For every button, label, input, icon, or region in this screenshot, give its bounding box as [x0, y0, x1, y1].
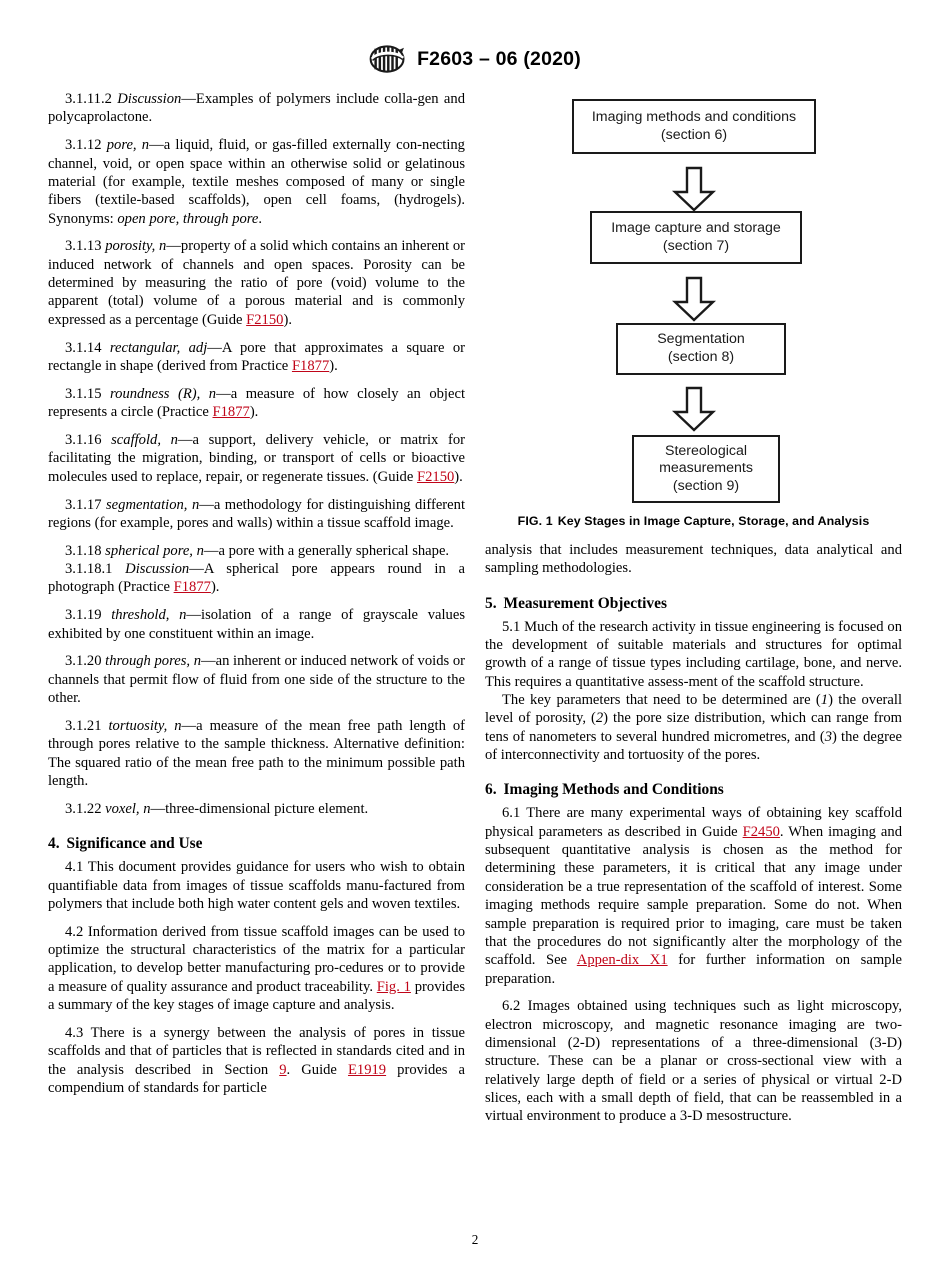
defined-term: porosity, n	[105, 238, 167, 255]
down-block-arrow-icon	[671, 276, 717, 322]
para-number: 6.2	[502, 998, 521, 1015]
para-body-tail: ).	[454, 468, 463, 485]
defined-term: scaffold, n	[111, 432, 178, 448]
paragraph-3-1-20	[48, 652, 465, 707]
defined-term: voxel, n	[105, 800, 151, 817]
flow-box-line1: Segmentation	[657, 331, 745, 348]
para-number: 3.1.14	[65, 339, 102, 356]
para-body-tail: ) the degree of interconnectivity and tortuosity of the pores.	[485, 728, 902, 764]
paragraph-3-1-16	[48, 431, 465, 486]
reference-link-f1877[interactable]: F1877	[173, 579, 211, 596]
flow-box-image-capture	[590, 211, 802, 264]
para-body: —three-dimensional picture element.	[150, 800, 369, 817]
para-body: —a measure of how closely an object represents a circle (Practice	[48, 385, 465, 421]
paragraph-6-1	[485, 804, 902, 987]
para-number: 4.3	[65, 1024, 84, 1041]
para-number: 3.1.16	[65, 432, 102, 448]
para-number: 5.1	[502, 618, 521, 635]
flow-box-line3: (section 9)	[672, 477, 740, 494]
para-body-mid: . When imaging and subsequent quantitative analysis is chosen as the method for determining these parameters, it is critical that any image under consideration be a true representation of the scaffold of interest. Some imaging methods require sample preparation. Some do not. When sample preparation is required prior to imaging, care must be taken that the procedures do not significantly alter the morphology of the scaffold. See	[485, 823, 902, 969]
page-header	[0, 44, 950, 74]
para-number: 3.1.22	[65, 800, 102, 817]
reference-link-f1877[interactable]: F1877	[212, 404, 250, 421]
para-number: 4.2	[65, 923, 84, 940]
flow-box-line1: Imaging methods and conditions	[591, 108, 797, 125]
paragraph-3-1-19	[48, 606, 465, 643]
figure-number: FIG. 1	[517, 514, 553, 528]
defined-term: tortuosity, n	[108, 717, 182, 734]
para-body-tail: .	[258, 210, 263, 227]
section-number: 6.	[485, 781, 497, 799]
para-body: ) the overall level of porosity, (	[485, 692, 902, 727]
para-body-tail: for further information on sample preparation.	[485, 952, 903, 987]
down-block-arrow-1	[671, 166, 717, 212]
paragraph-3-1-17	[48, 496, 465, 533]
paragraph-4-2	[48, 923, 465, 1015]
section-title: Significance and Use	[66, 835, 203, 853]
paragraph-3-1-14	[48, 339, 465, 376]
figure-caption	[485, 514, 902, 528]
para-body: —A pore that approximates a square or rectangle in shape (derived from Practice	[48, 339, 465, 374]
defined-term: roundness (R), n	[110, 385, 217, 402]
section-title: Measurement Objectives	[503, 594, 667, 612]
reference-link-appendix-x1[interactable]: Appen-dix X1	[576, 952, 668, 969]
defined-term: spherical pore, n	[105, 542, 204, 559]
para-body-tail: provides a summary of the key stages of image capture and analysis.	[48, 978, 465, 1014]
right-column	[485, 90, 902, 1126]
reference-link-e1919[interactable]: E1919	[347, 1061, 387, 1078]
reference-link-f1877[interactable]: F1877	[291, 357, 330, 374]
paragraph-4-1	[48, 858, 465, 913]
para-body: —a methodology for distinguishing different regions (for example, pores and walls) within a tissue scaffold image.	[48, 496, 465, 531]
paragraph-3-1-18	[48, 542, 465, 560]
paragraph-3-1-15	[48, 385, 465, 422]
para-body: —a liquid, fluid, or gas-filled externally con-necting channel, void, or open space within an otherwise solid or gelatinous material (for example, textile meshes composed of many or single fibers (textile-based scaffolds), open cell foams, (hydrogels). Synonyms:	[48, 137, 465, 227]
flow-box-stereological-measurements	[632, 435, 780, 503]
list-marker-3: 3	[824, 728, 832, 745]
para-body-tail: ).	[249, 404, 259, 421]
left-column	[48, 90, 465, 1097]
paragraph-5-1	[485, 618, 902, 691]
section-number: 4.	[48, 835, 60, 853]
para-number: 3.1.15	[65, 385, 102, 402]
para-body: Much of the research activity in tissue engineering is focused on the development of suitable materials and structures for optimal growth of a range of tissue types including cartilage, bone, and nerve. This requires a quantitative assess-ment of the scaffold structure.	[485, 618, 902, 690]
defined-term: pore, n	[106, 137, 150, 154]
para-body: —a support, delivery vehicle, or matrix for facilitating the migration, binding, or transport of cells or bioactive molecules used to replace, repair, or regenerate tissues. (Guide	[48, 432, 465, 485]
para-body: —isolation of a range of grayscale values exhibited by one constituent within an image.	[48, 607, 465, 642]
defined-term: segmentation, n	[105, 496, 200, 513]
para-body: Images obtained using techniques such as light microscopy, electron microscopy, and magnetic resonance imaging are two-dimensional (2-D) representations of a three-dimensional (3-D) structure. These can be a planar or cross-sectional view with a relatively large depth of field or a series of physical or virtual 2-D slices, each with a small depth of field, that can be reassembled in a virtual environment to produce a 3-D mesostructure.	[485, 998, 902, 1125]
defined-term: Discussion	[125, 561, 190, 578]
standard-designation: F2603 – 06 (2020)	[417, 47, 581, 70]
flow-box-line2: (section 6)	[660, 126, 728, 143]
paragraph-3-1-12	[48, 136, 465, 228]
para-body: —Examples of polymers include colla-gen and polycaprolactone.	[48, 91, 465, 126]
para-body-tail: ).	[283, 311, 292, 328]
para-body: —an inherent or induced network of voids or channels that permit flow of fluid from one side of the structure to the other.	[48, 653, 465, 707]
para-number: 3.1.12	[65, 137, 102, 154]
paragraph-3-1-22	[48, 800, 465, 818]
figure-1	[485, 90, 902, 528]
reference-link-f2150[interactable]: F2150	[246, 311, 284, 328]
defined-term: rectangular, adj	[109, 339, 208, 356]
para-body: Information derived from tissue scaffold images can be used to optimize the structural characteristics of the matrix for a particular application, to develop better manufacturing pro-cedures or to provide a measure of quality assurance and product traceability.	[48, 923, 465, 995]
para-body-tail: ).	[210, 579, 220, 596]
paragraph-6-2	[485, 997, 902, 1125]
list-marker-2: 2	[595, 710, 604, 727]
flow-box-segmentation	[616, 323, 786, 375]
paragraph-key-parameters	[485, 691, 902, 764]
down-block-arrow-3	[671, 386, 717, 432]
para-number: 3.1.20	[65, 653, 102, 670]
flow-box-line2: (section 7)	[662, 237, 730, 254]
para-number: 3.1.13	[65, 238, 102, 255]
paragraph-3-1-21	[48, 717, 465, 790]
flow-box-imaging-methods	[572, 99, 816, 154]
para-number: 3.1.18	[65, 542, 102, 559]
astm-logo-icon	[369, 44, 407, 74]
flow-box-line1: Stereological	[664, 442, 748, 459]
para-body: There are many experimental ways of obtaining key scaffold physical parameters as described in Guide	[485, 805, 902, 840]
para-body: This document provides guidance for users who wish to obtain quantifiable data from images of tissue scaffolds manu-factured from polymers that include both high water content gels and woven textiles.	[48, 859, 465, 912]
para-number: 3.1.18.1	[65, 561, 113, 578]
para-body: —a measure of the mean free path length of through pores relative to the sample thickness. Alternative definition: The squared ratio of the mean free path to the minimum possible path length.	[48, 717, 466, 789]
defined-term: threshold, n	[111, 607, 187, 624]
paragraph-4-3	[48, 1024, 465, 1097]
para-number: 6.1	[502, 805, 521, 822]
para-number: 4.1	[65, 859, 84, 876]
list-marker-1: 1	[820, 692, 829, 709]
para-number: 3.1.21	[65, 717, 102, 734]
reference-link-fig-1[interactable]: Fig. 1	[376, 978, 411, 995]
para-number: 3.1.17	[65, 496, 102, 513]
synonyms: open pore, through pore	[117, 210, 259, 227]
defined-term: through pores, n	[105, 653, 202, 670]
page-number: 2	[471, 1232, 479, 1247]
reference-link-f2150[interactable]: F2150	[416, 468, 455, 485]
down-block-arrow-icon	[671, 166, 717, 212]
flow-box-line1: Image capture and storage	[611, 219, 781, 236]
down-block-arrow-2	[671, 276, 717, 322]
flow-box-line2: (section 8)	[667, 349, 735, 365]
paragraph-3-1-18-1	[48, 560, 465, 597]
figure-caption-text: Key Stages in Image Capture, Storage, and Analysis	[557, 514, 870, 528]
para-body: There is a synergy between the analysis of pores in tissue scaffolds and that of particles that is reflected in standards cited and in the analysis described in Section	[48, 1024, 465, 1078]
down-block-arrow-icon	[671, 386, 717, 432]
section-heading-5	[485, 578, 902, 618]
reference-link-f2450[interactable]: F2450	[742, 823, 780, 840]
section-title: Imaging Methods and Conditions	[503, 781, 724, 799]
section-number: 5.	[485, 594, 497, 612]
flow-box-line2: measurements	[659, 460, 753, 477]
defined-term: Discussion	[117, 91, 182, 107]
paragraph-3-1-13	[48, 237, 465, 329]
para-body-mid: . Guide	[286, 1061, 348, 1078]
para-body: The key parameters that need to be determined are (	[502, 692, 821, 709]
paragraph-carryover	[485, 541, 902, 578]
section-heading-6	[485, 764, 902, 804]
para-body-tail: provides a compendium of standards for particle	[48, 1061, 465, 1096]
para-body: —A spherical pore appears round in a photograph (Practice	[48, 561, 465, 596]
para-body: —a pore with a generally spherical shape.	[203, 542, 450, 559]
para-number: 3.1.19	[65, 607, 102, 624]
para-body: —property of a solid which contains an inherent or induced network of channels and open spaces. Porosity can be determined by measuring the ratio of pore (void) volume to the apparent (total) volume of a porous material and is commonly expressed as a percentage (Guide	[48, 238, 465, 328]
reference-link-section-9[interactable]: 9	[279, 1061, 287, 1078]
section-heading-4	[48, 818, 465, 858]
para-body-tail: ).	[329, 357, 338, 374]
para-number: 3.1.11.2	[65, 91, 112, 107]
para-body: analysis that includes measurement techniques, data analytical and sampling methodologies.	[485, 542, 902, 577]
para-body: ) the pore size distribution, which can range from tens of nanometers to several hundred micrometres, and (	[485, 710, 902, 745]
paragraph-3-1-11-2	[48, 90, 465, 127]
